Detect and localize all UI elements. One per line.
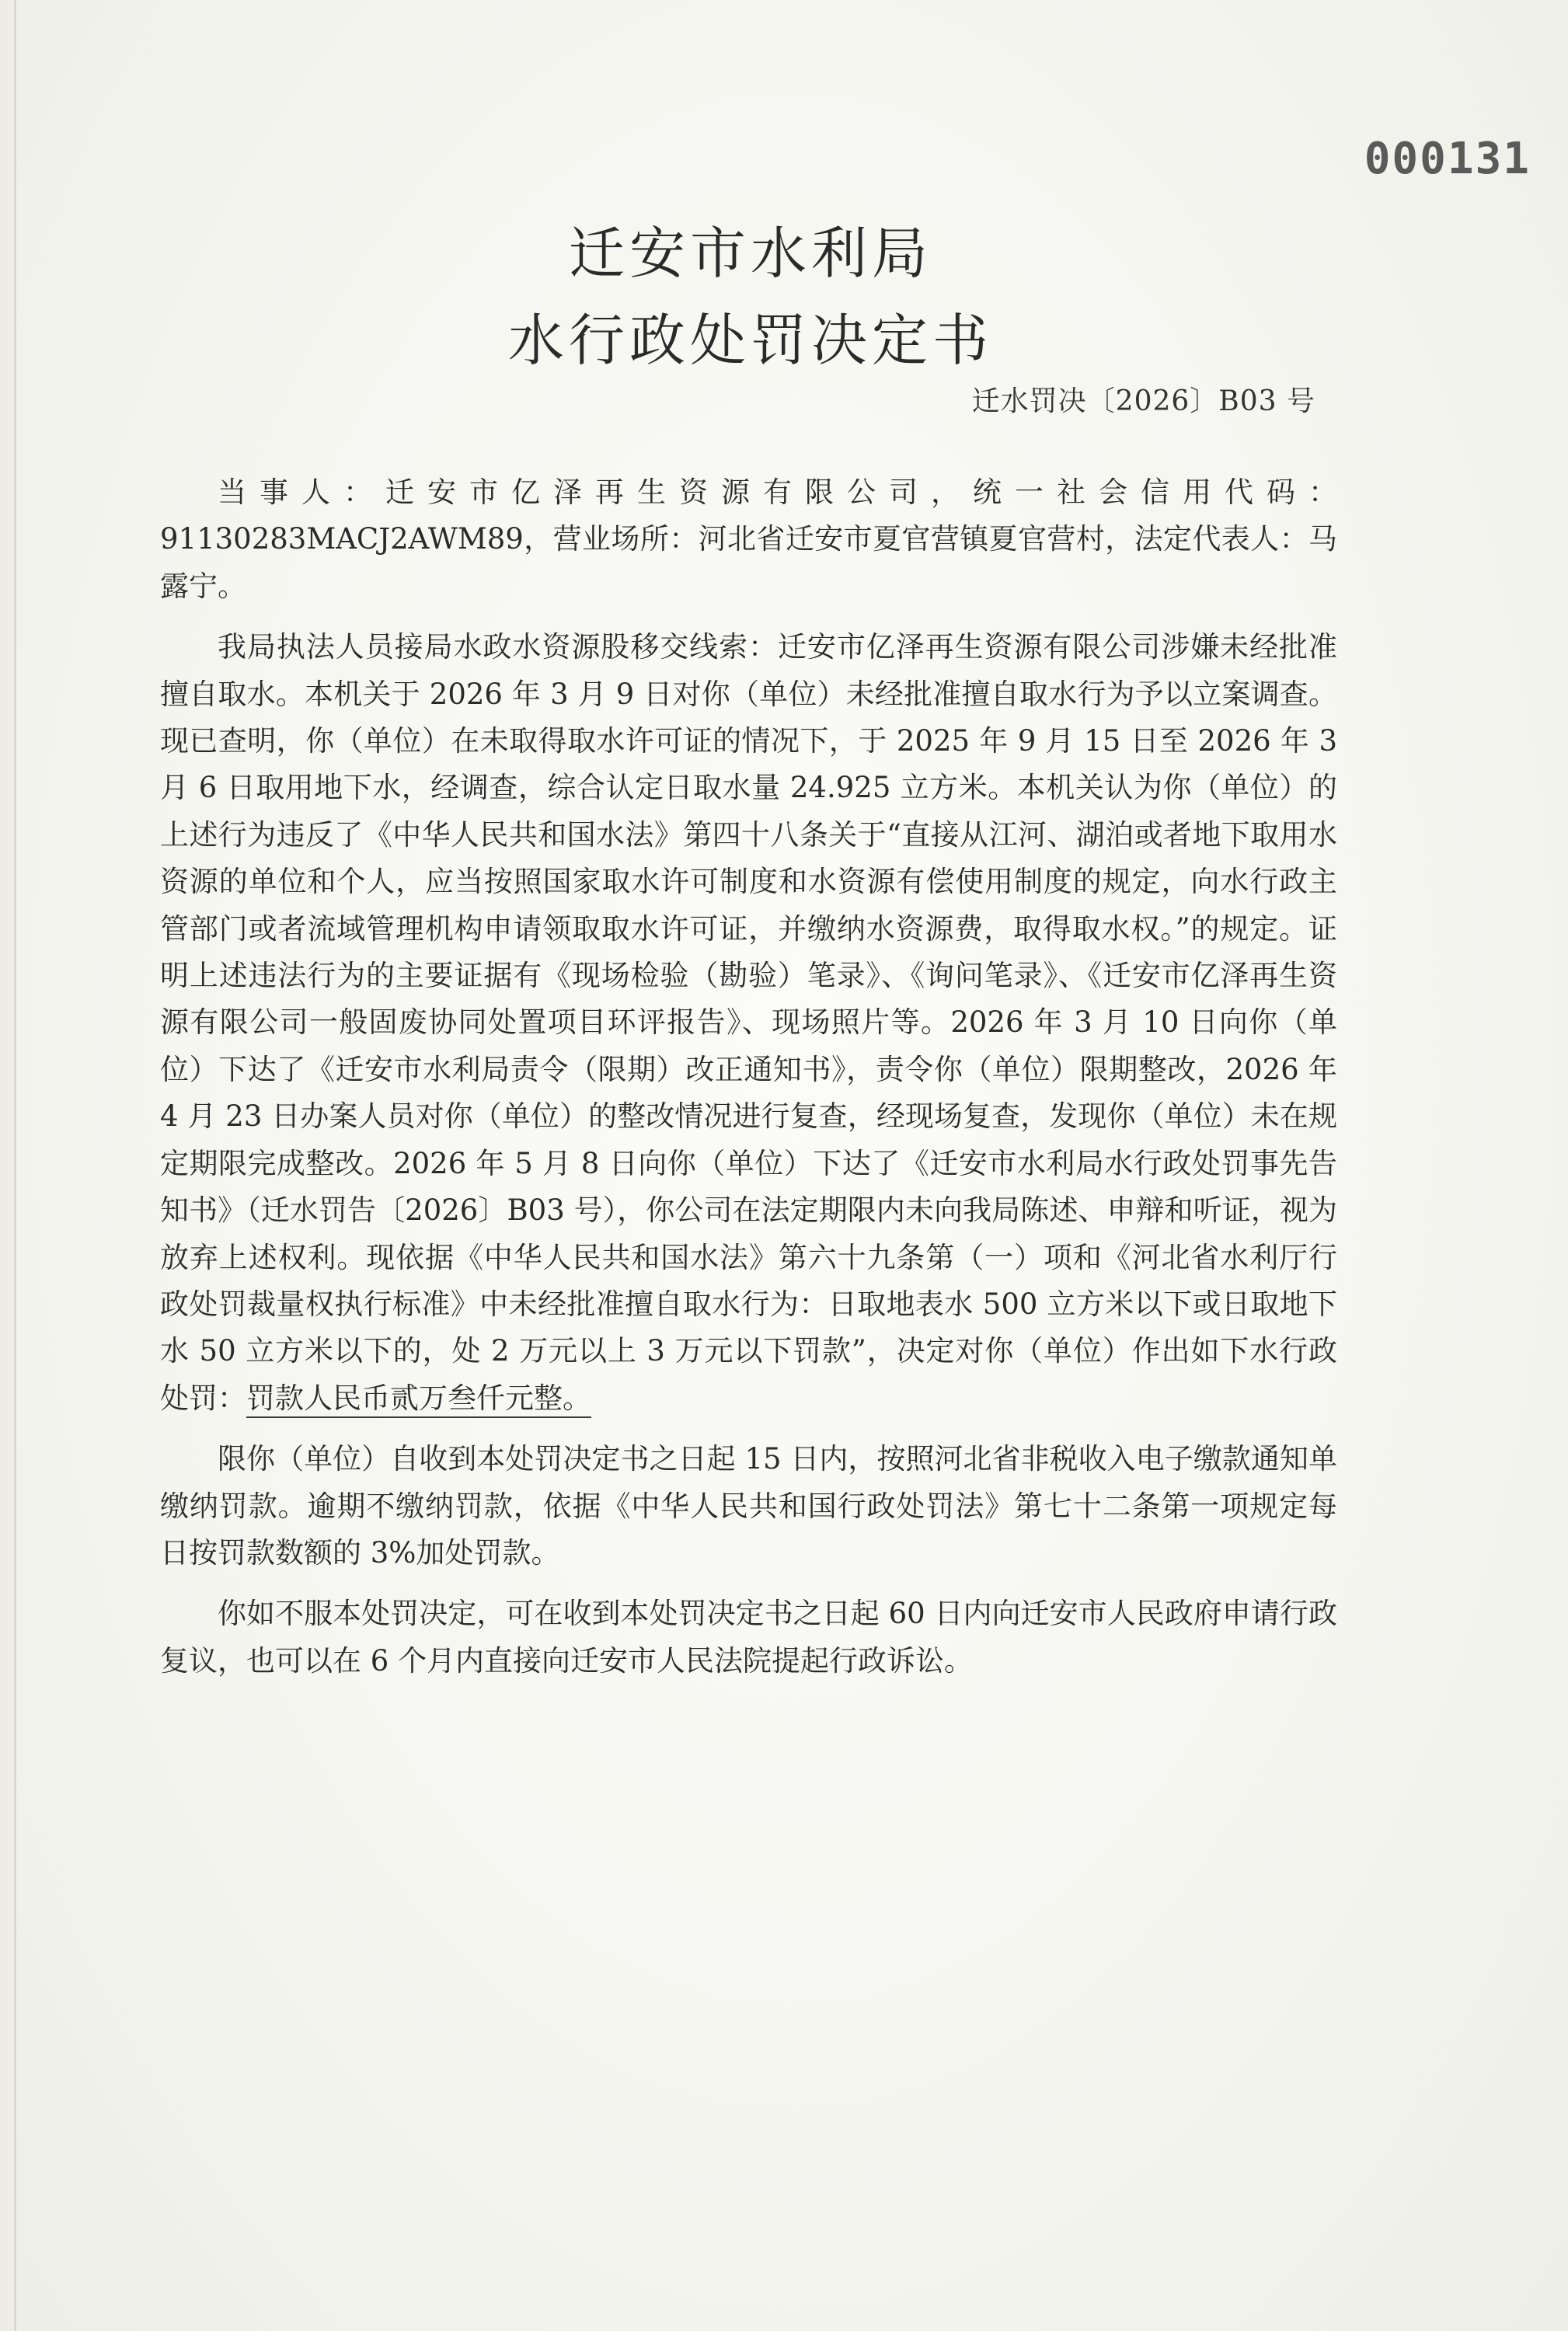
document-title: 水行政处罚决定书 [507, 308, 993, 373]
appeal-paragraph: 你如不服本处罚决定，可在收到本处罚决定书之日起 60 日内向迁安市人民政府申请行政复议，也可以在 6 个月内直接向迁安市人民法院提起行政诉讼。 [160, 1597, 1337, 1678]
issuer-title: 迁安市水利局 [568, 221, 932, 286]
facts-text: 我局执法人员接局水政水资源股移交线索：迁安市亿泽再生资源有限公司涉嫌未经批准擅自取水。本机关于 2026 年 3 月 9 日对你（单位）未经批准擅自取水行为予以立案调查。现已查明，你（单位）在未取得取水许可证的情况下，于 2025 年 9 月 15 日至 2026 年 3 月 6 日取用地下水，经调查，综合认定日取水量 24.925 立方米。本机关认为你（单位）的上述行为违反了《中华人民共和国水法》第四十八条关于“直接从江河、湖泊或者地下取用水资源的单位和个人，应当按照国家取水许可制度和水资源有偿使用制度的规定，向水行政主管部门或者流域管理机构申请领取取水许可证，并缴纳水资源费，取得取水权。”的规定。证明上述违法行为的主要证据有《现场检验（勘验）笔录》、《询问笔录》、《迁安市亿泽再生资源有限公司一般固废协同处置项目环评报告》、现场照片等。2026 年 3 月 10 日向你（单位）下达了《迁安市水利局责令（限期）改正通知书》，责令你（单位）限期整改，2026 年 4 月 23 日办案人员对你（单位）的整改情况进行复查，经现场复查，发现你（单位）未在规定期限完成整改。2026 年 5 月 8 日向你（单位）下达了《迁安市水利局水行政处罚事先告知书》（迁水罚告〔2026〕B03 号），你公司在法定期限内未向我局陈述、申辩和听证，视为放弃上述权利。现依据《中华人民共和国水法》第六十九条第（一）项和《河北省水利厅行政处罚裁量权执行标准》中未经批准擅自取水行为：日取地表水 500 立方米以下或日取地下水 50 立方米以下的，处 2 万元以上 3 万元以下罚款”，决定对你（单位）作出如下水行政处罚： [160, 630, 1337, 1415]
document-page [14, 0, 1568, 2331]
facts-paragraph [160, 624, 1337, 1422]
serial-number: 000131 [1364, 134, 1531, 184]
payment-paragraph: 限你（单位）自收到本处罚决定书之日起 15 日内，按照河北省非税收入电子缴款通知单缴纳罚款。逾期不缴纳罚款，依据《中华人民共和国行政处罚法》第七十二条第一项规定每日按罚款数额的 3%加处罚款。 [160, 1442, 1337, 1570]
penalty-amount: 罚款人民币贰万叁仟元整。 [246, 1382, 591, 1418]
document-body [160, 469, 1337, 1685]
party-paragraph: 当事人：迁安市亿泽再生资源有限公司，统一社会信用代码：91130283MACJ2AWM89，营业场所：河北省迁安市夏官营镇夏官营村，法定代表人：马露宁。 [160, 476, 1337, 603]
document-number: 迁水罚决〔2026〕B03 号 [971, 385, 1315, 417]
